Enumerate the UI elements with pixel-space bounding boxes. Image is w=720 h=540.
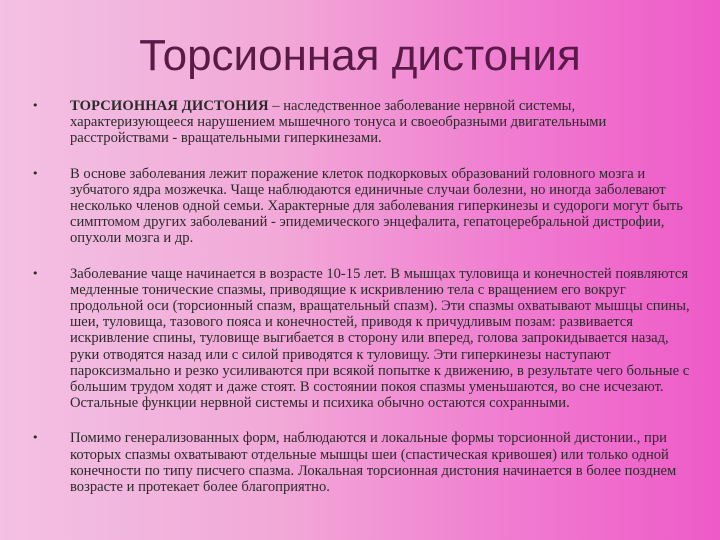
bullet-icon: • xyxy=(32,166,39,180)
bullet-item-2 xyxy=(32,166,692,247)
bullet-icon: • xyxy=(32,99,39,112)
slide-body xyxy=(32,98,692,495)
bullet-text-2: В основе заболевания лежит поражение клеток подкорковых образований головного мозга и зубчатого ядра мозжечка. Чаще наблюдаются единичные случаи болезни, но иногда заболевают несколько членов одной семьи. Характерные для заболевания гиперкинезы и судороги могут быть симптомом других заболеваний - эпидемического энцефалита, гепатоцеребральной дистрофии, опухоли мозга и др. xyxy=(70,165,683,247)
bullet-item-1 xyxy=(32,98,692,147)
bullet-item-4 xyxy=(32,430,692,495)
bullet-text-4: Помимо генерализованных форм, наблюдаются и локальные формы торсионной дистонии., при которых спазмы охватывают отдельные мышцы шеи (спастическая кривошея) или только одной конечности по типу писчего спазма. Локальная торсионная дистония начинается в более позднем возрасте и протекает более благоприятно. xyxy=(70,430,677,496)
bullet-body-1: – наследственное заболевание нервной системы, характеризующееся нарушением мышечного тонуса и своеобразными двигательными расстройствами - вращательными гиперкинезами. xyxy=(70,98,607,147)
bullet-text-1 xyxy=(70,98,692,147)
bullet-icon: • xyxy=(32,431,39,445)
bullet-text-3: Заболевание чаще начинается в возрасте 10-15 лет. В мышцах туловища и конечностей появляются медленные тонические спазмы, приводящие к искривлению тела с вращением его вокруг продольной оси (торсионный спазм, вращательный спазм). Эти спазмы охватывают мышцы спины, шеи, туловища, тазового пояса и конечностей, приводя к причудливым позам: развивается искривление спины, туловище выгибается в сторону или вперед, голова запрокидывается назад, руки отводятся назад или с силой приводятся к туловищу. Эти гиперкинезы наступают пароксизмально и резко усиливаются при всякой попытке к движению, в результате чего больные с большим трудом ходят и даже стоят. В состоянии покоя спазмы уменьшаются, во сне исчезают. Остальные функции нервной системы и психика обычно остаются сохранными. xyxy=(70,265,690,412)
slide-title: Торсионная дистония xyxy=(139,31,581,80)
bullet-icon: • xyxy=(32,266,39,280)
bullet-item-3 xyxy=(32,266,692,412)
bullet-lead-1: ТОРСИОННАЯ ДИСТОНИЯ xyxy=(70,98,269,114)
